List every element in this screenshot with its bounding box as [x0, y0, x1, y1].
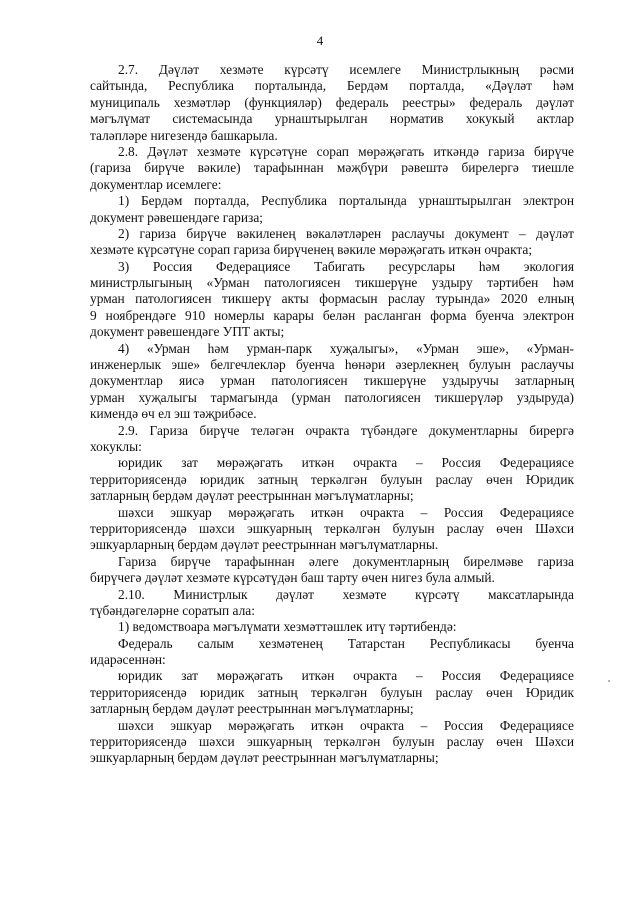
text-line: сайтында, Республика порталында, Бердәм порталда, «Дәүләт һәм: [90, 78, 574, 94]
text-line: мәгълүмат системасында урнаштырылган норматив хокукый актлар: [90, 111, 574, 127]
text-line: эшкуарларның бердәм дәүләт реестрыннан мәгълүматларны.: [90, 537, 439, 553]
text-line: бирүчегә дәүләт хезмәте күрсәтүдән баш тарту өчен нигез була алмый.: [90, 570, 495, 586]
text-line: документлар яисә урман патологиясен тикшерүне уздыручы затларның: [90, 373, 574, 389]
text-line: 2) гариза бирүче вәкиленең вәкаләтләрен раслаучы документ – дәүләт: [118, 225, 574, 241]
text-line: 2.7. Дәүләт хезмәте күрсәтү исемлеге Министрлыкның рәсми: [118, 62, 574, 77]
document-body: [90, 62, 574, 767]
text-line: документ рәвешендәге УПТ акты;: [90, 324, 285, 340]
text-line: территориясендә юридик затның теркәлгән булуын раслау өчен Юридик: [90, 684, 574, 700]
text-line: территориясендә шәхси эшкуарның теркәлгән булуын раслау өчен Шәхси: [90, 734, 574, 750]
text-line: затларның бердәм дәүләт реестрыннан мәгълүматларны;: [90, 488, 414, 504]
text-line: хокуклы:: [90, 438, 142, 454]
text-line: урман патологиясен тикшерү акты формасын раслау турында» 2020 елның: [90, 291, 574, 307]
text-line: министрлыгының «Урман патологиясен тикшерүне уздыру тәртибен һәм: [90, 275, 574, 291]
text-line: 1) ведомствоара мәгълүмати хезмәттәшлек итү тәртибендә:: [118, 619, 457, 635]
text-line: таләпләре нигезендә башкарыла.: [90, 127, 278, 143]
text-line: (гариза бирүче вәкиле) тарафыннан мәҗбүри рәвештә бирелергә тиешле: [90, 160, 574, 176]
text-line: идарәсеннән:: [90, 652, 166, 668]
scan-speck: [608, 680, 610, 682]
text-line: кимендә өч ел эш тәҗрибәсе.: [90, 406, 257, 422]
text-line: документлар исемлеге:: [90, 176, 222, 192]
text-line: территориясендә юридик затның теркәлгән булуын раслау өчен Юридик: [90, 471, 574, 487]
text-line: хезмәте күрсәтүне сорап гариза бирүченең вәкиле мөрәҗәгать иткән очракта;: [90, 242, 533, 258]
text-line: юридик зат мөрәҗәгать иткән очракта – Россия Федерациясе: [118, 455, 574, 471]
text-line: урман хуҗалыгы тармагында (урман патологиясен тикшерүләр уздыруда): [90, 389, 574, 405]
text-line: юридик зат мөрәҗәгать иткән очракта – Россия Федерациясе: [118, 668, 574, 684]
text-line: затларның бердәм дәүләт реестрыннан мәгълүматларны;: [90, 701, 414, 717]
text-line: 9 ноябрендәге 910 номерлы карары белән расланган форма буенча электрон: [90, 307, 574, 323]
text-line: Гариза бирүче тарафыннан әлеге документларның бирелмәве гариза: [118, 553, 574, 569]
text-line: шәхси эшкуар мөрәҗәгать иткән очракта – Россия Федерациясе: [118, 504, 574, 520]
text-line: 2.8. Дәүләт хезмәте күрсәтүне сорап мөрәҗәгать иткәндә гариза бирүче: [118, 143, 574, 159]
text-line: муниципаль хезмәтләр (функцияләр) федераль реестры» федераль дәүләт: [90, 94, 574, 110]
text-line: инженерлык эше» белгечлекләр буенча һөнәри әзерлекнең булуын раслаучы: [90, 357, 574, 373]
text-line: документ рәвешендәге гариза;: [90, 209, 263, 225]
text-line: 3) Россия Федерациясе Табигать ресурслары һәм экология: [118, 258, 574, 274]
text-line: түбәндәгеләрне соратып ала:: [90, 602, 255, 618]
text-line: шәхси эшкуар мөрәҗәгать иткән очракта – Россия Федерациясе: [118, 717, 574, 733]
text-line: территориясендә шәхси эшкуарның теркәлгән булуын раслау өчен Шәхси: [90, 520, 574, 536]
text-line: 2.9. Гариза бирүче теләгән очракта түбәндәге документларны бирергә: [118, 422, 574, 438]
text-line: 1) Бердәм порталда, Республика порталында урнаштырылган электрон: [118, 193, 574, 209]
text-line: Федераль салым хезмәтенең Татарстан Республикасы буенча: [118, 635, 574, 651]
page-number: 4: [316, 33, 324, 48]
text-line: 2.10. Министрлык дәүләт хезмәте күрсәтү максатларында: [118, 586, 574, 602]
text-line: эшкуарларның бердәм дәүләт реестрыннан мәгълүматларны;: [90, 750, 439, 766]
text-line: 4) «Урман һәм урман-парк хуҗалыгы», «Урман эше», «Урман-: [118, 340, 574, 356]
